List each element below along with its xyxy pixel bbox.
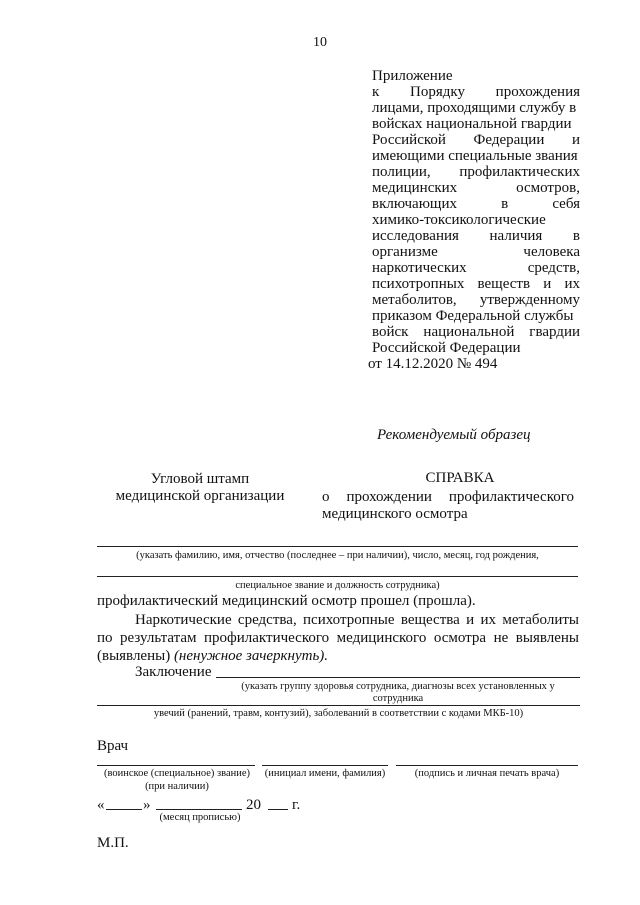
date-month-line [156,809,242,810]
conclusion-caption-1: (указать группу здоровья сотрудника, диагнозы всех установленных у сотрудника [241,681,555,704]
appendix-line: войск национальной гвардии [372,324,580,340]
appendix-line: полиции, профилактических [372,164,580,180]
recommended-sample-label: Рекомендуемый образец [377,427,531,443]
date-year-line [268,809,288,810]
appendix-line: имеющими специальные звания [372,148,578,164]
page-number: 10 [313,35,327,50]
rank-field-line [97,576,578,577]
name-field-line [97,546,578,547]
drugs-note: (ненужное зачеркнуть). [173,648,329,664]
certificate-subtitle-line1: о прохождении профилактического [322,489,574,505]
conclusion-caption-2: увечий (ранений, травм, контузий), заболеваний в соответствии с кодами МКБ-10) [153,708,524,719]
month-caption: (месяц прописью) [159,812,241,823]
appendix-line: организме человека [372,244,580,260]
appendix-line: метаболитов, утвержденному [372,292,580,308]
appendix-line: включающих в себя [372,196,580,212]
appendix-line: наркотических средств, [372,260,580,276]
conclusion-field-line [216,677,580,678]
doctor-signature-line [396,765,578,766]
appendix-line: приказом Федеральной службы [372,308,574,324]
appendix-line: от 14.12.2020 № 494 [368,356,498,372]
date-year-suffix: г. [292,797,301,813]
appendix-line: лицами, проходящими службу в [372,100,577,116]
doctor-initials-caption: (инициал имени, фамилия) [264,768,386,779]
date-day-line [106,809,142,810]
conclusion-field-line-2 [97,705,580,706]
certificate-title: СПРАВКА [425,470,495,486]
doctor-rank-caption: (воинское (специальное) звание) [103,768,251,779]
appendix-line: психотропных веществ и их [372,276,580,292]
doctor-initials-line [262,765,388,766]
stamp-label-line2: медицинской организации [115,488,285,504]
appendix-line: Российской Федерации и [372,132,580,148]
appendix-line: войсках национальной гвардии [372,116,572,132]
date-close-quote: » [143,797,151,813]
appendix-line: Приложение [372,68,453,84]
name-field-caption: (указать фамилию, имя, отчество (последнее – при наличии), число, месяц, год рождения, [136,550,539,561]
passed-text: профилактический медицинский осмотр прошел (прошла). [97,593,476,609]
appendix-line: химико-токсикологические [372,212,546,228]
rank-field-caption: специальное звание и должность сотрудника) [235,580,440,591]
drugs-paragraph [97,611,579,665]
doctor-rank-line [97,765,255,766]
doctor-signature-caption: (подпись и личная печать врача) [414,768,560,779]
appendix-line: к Порядку прохождения [372,84,580,100]
certificate-subtitle-line2: медицинского осмотра [322,506,468,522]
appendix-line: Российской Федерации [372,340,521,356]
doctor-rank-caption-2: (при наличии) [145,781,209,792]
appendix-line: исследования наличия в [372,228,580,244]
date-year-prefix: 20 [246,797,261,813]
seal-label: М.П. [97,835,129,851]
drugs-text: Наркотические средства, психотропные вещества и их метаболиты по результатам профилактического медицинского осмотра не выявлены (выявлены) [97,612,579,664]
date-open-quote: « [97,797,105,813]
doctor-label: Врач [97,738,129,754]
appendix-line: медицинских осмотров, [372,180,580,196]
appendix-block [368,67,580,372]
conclusion-label: Заключение [135,664,212,680]
stamp-label-line1: Угловой штамп [150,471,250,487]
